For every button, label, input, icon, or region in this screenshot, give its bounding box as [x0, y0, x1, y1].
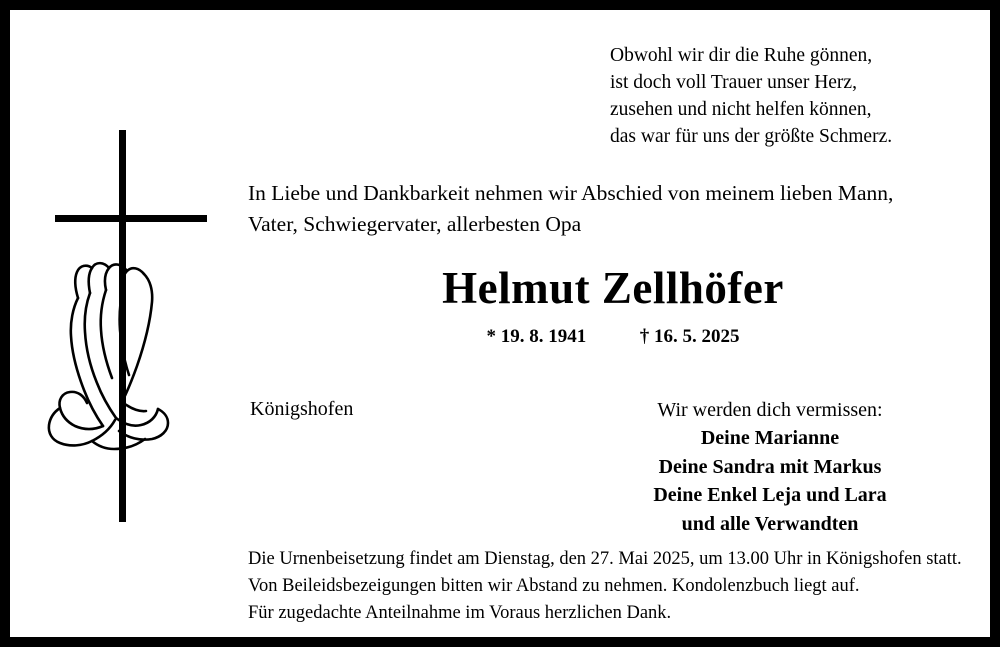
- family-member-1: Deine Marianne: [700, 427, 840, 450]
- lead-line-2: Vater, Schwiegervater, allerbesten Opa: [248, 211, 582, 236]
- lead-line-1: In Liebe und Dankbarkeit nehmen wir Abschied von meinem lieben Mann,: [248, 181, 894, 205]
- footer-line-3: Für zugedachte Anteilnahme im Voraus herzlichen Dank.: [248, 603, 672, 623]
- announcement-text: [248, 178, 978, 239]
- verse-line-4: das war für uns der größte Schmerz.: [610, 125, 893, 147]
- funeral-details: [248, 546, 988, 627]
- footer-line-2: Von Beileidsbezeigungen bitten wir Abstand zu nehmen. Kondolenzbuch liegt auf.: [248, 576, 860, 596]
- memorial-verse: [610, 43, 970, 151]
- verse-line-3: zusehen und nicht helfen können,: [610, 98, 872, 120]
- verse-line-2: ist doch voll Trauer unser Herz,: [610, 71, 857, 93]
- family-member-4: und alle Verwandten: [681, 512, 859, 535]
- birth-date: * 19. 8. 1941: [486, 326, 587, 347]
- deceased-name: Helmut Zellhöfer: [442, 263, 784, 313]
- praying-hands-icon: [40, 250, 190, 465]
- place-name: Königshofen: [250, 398, 354, 420]
- notice-inner: [10, 10, 990, 637]
- footer-line-1: Die Urnenbeisetzung findet am Dienstag, den 27. Mai 2025, um 13.00 Uhr in Königshofen statt.: [248, 549, 962, 569]
- life-dates: [248, 326, 978, 348]
- family-block: [570, 396, 970, 538]
- verse-line-1: Obwohl wir dir die Ruhe gönnen,: [610, 45, 873, 66]
- cross-crossbar: [55, 215, 207, 222]
- memorial-graphic: [40, 130, 230, 530]
- family-member-3: Deine Enkel Leja und Lara: [653, 484, 887, 507]
- family-member-2: Deine Sandra mit Markus: [658, 455, 882, 478]
- family-intro: Wir werden dich vermissen:: [657, 399, 883, 421]
- death-date: † 16. 5. 2025: [639, 326, 740, 347]
